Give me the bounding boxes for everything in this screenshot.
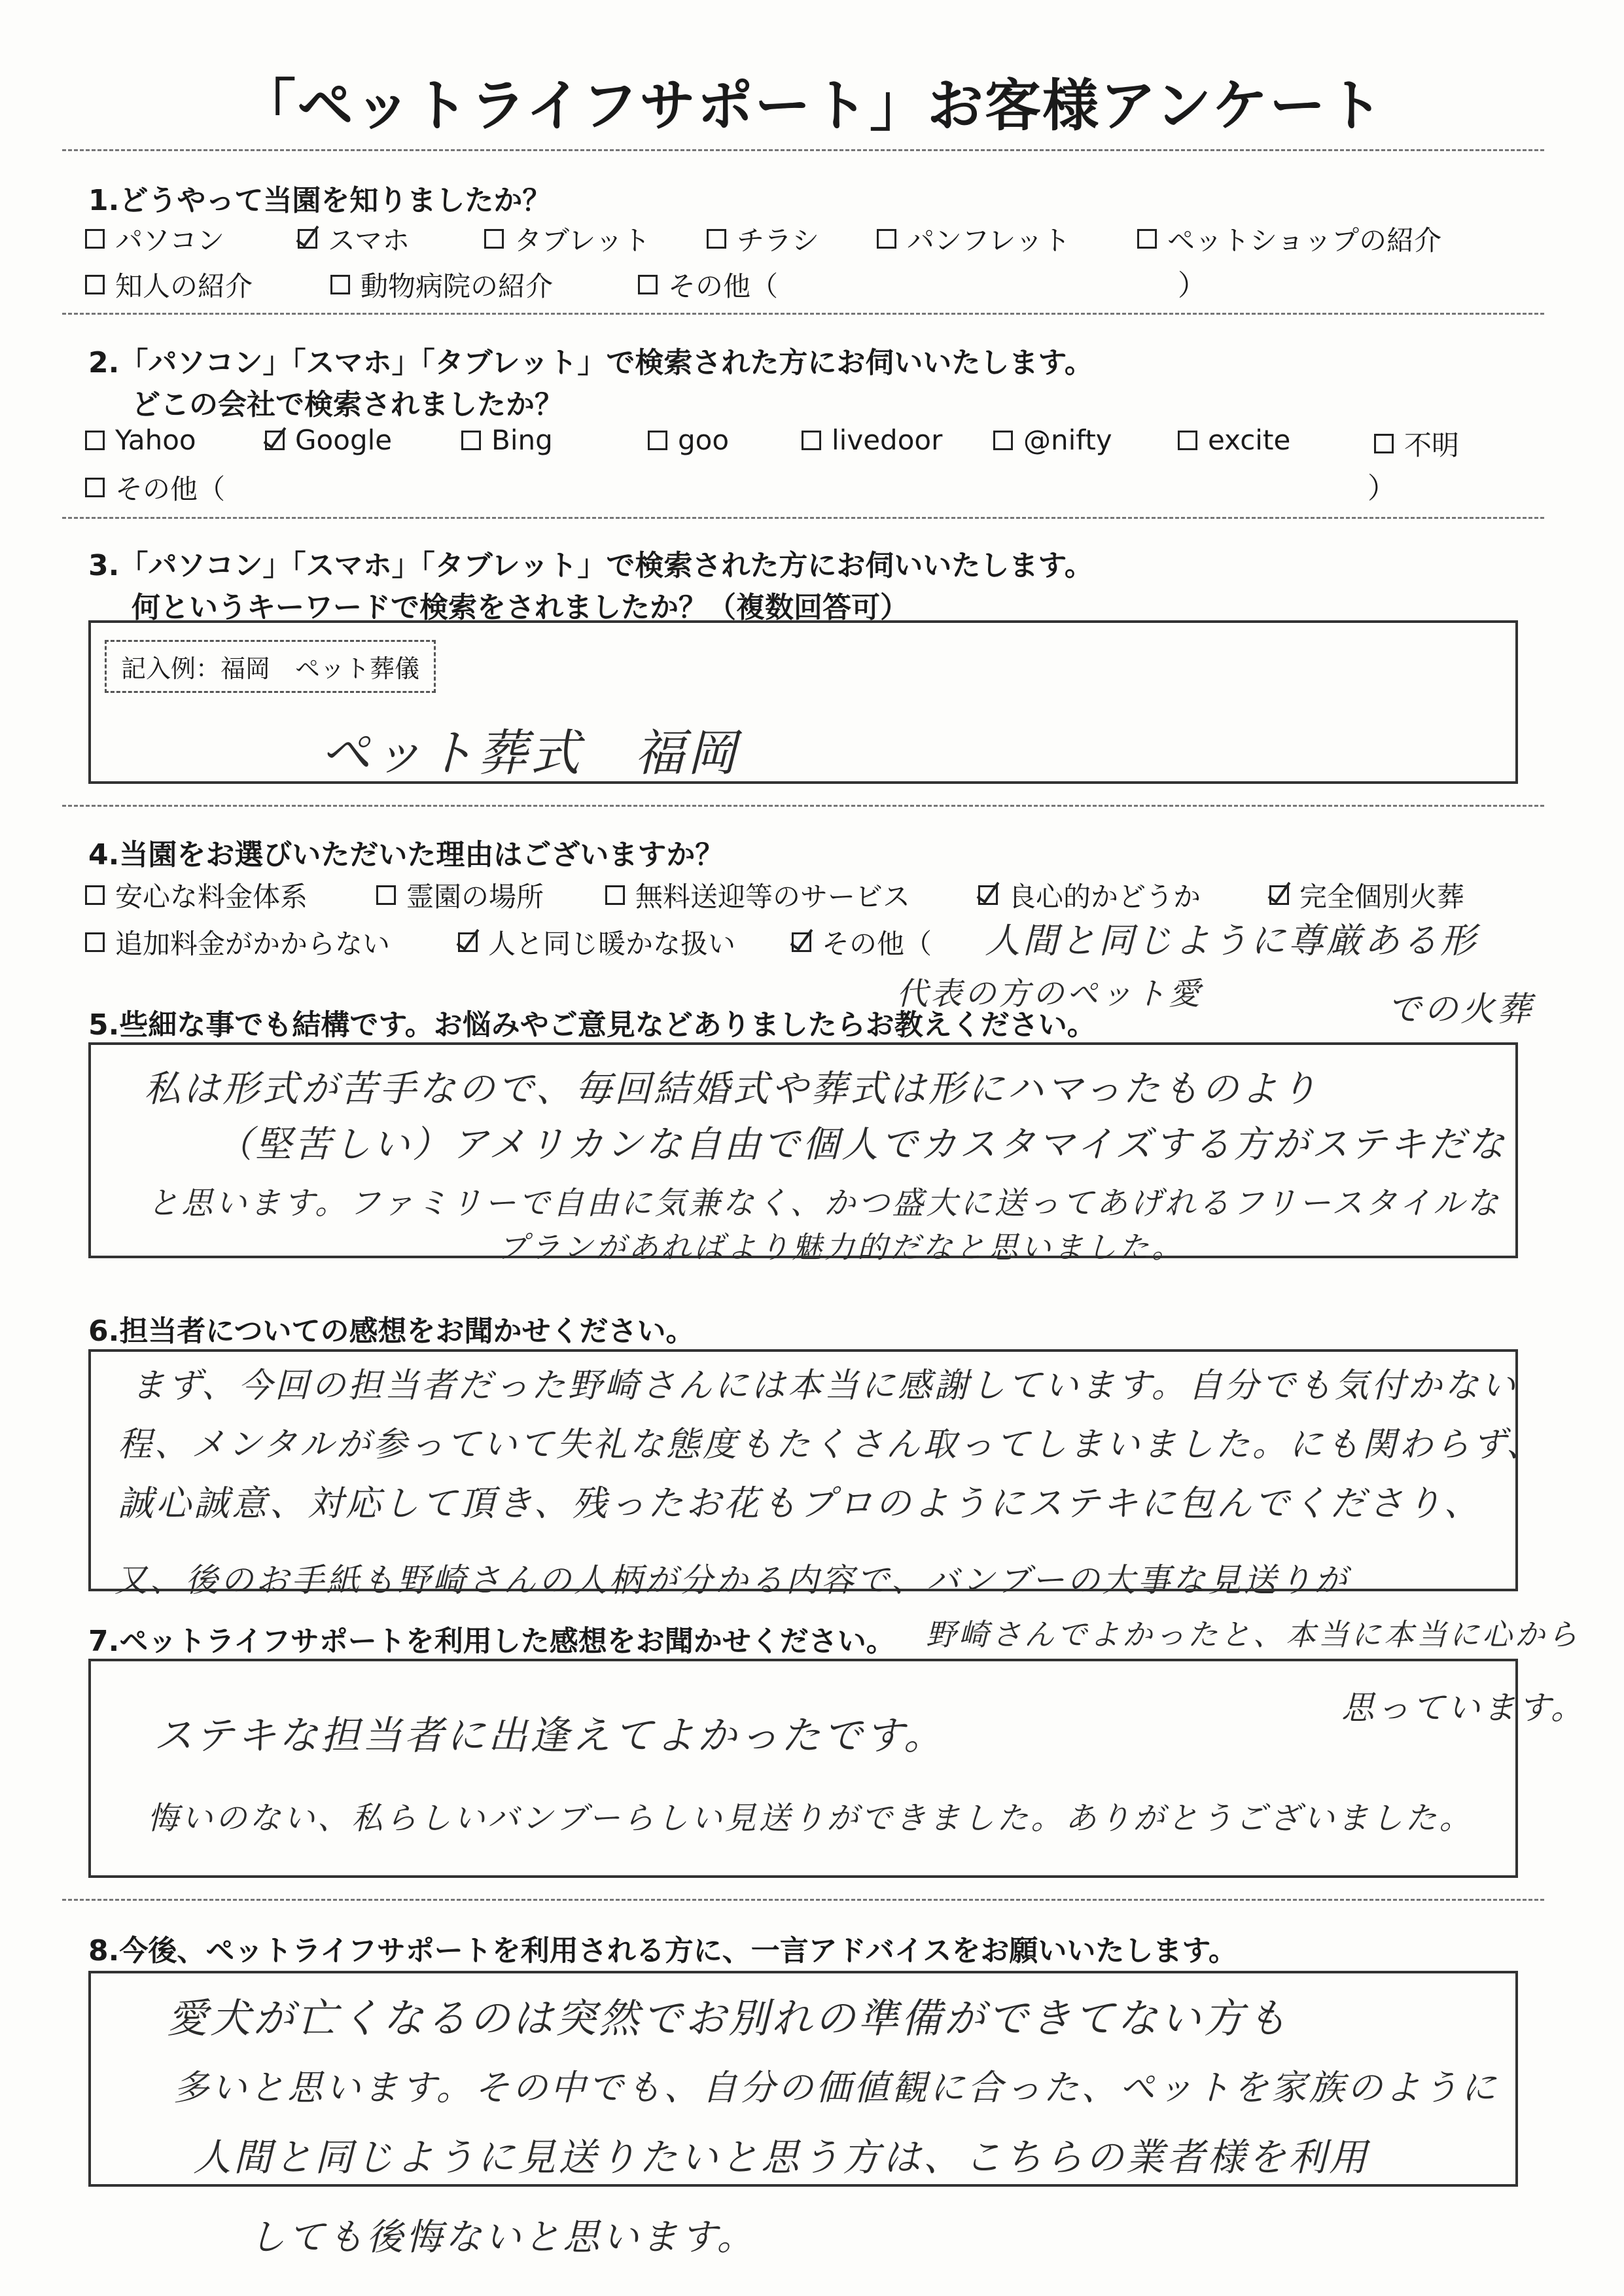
checkbox-icon [877,229,896,249]
q2-close-paren: ） [1368,472,1396,505]
q7-answer-box[interactable] [88,1659,1518,1878]
q1-option-flyer[interactable]: チラシ [707,219,819,258]
q1-option-friend[interactable]: 知人の紹介 [85,265,253,304]
q8-handwritten-line: 愛犬が亡くなるのは突然でお別れの準備ができてない方も [167,1994,1290,2042]
checkbox-icon [605,885,625,905]
q5-handwritten-line: と思います。ファミリーで自由に気兼なく、かつ盛大に送ってあげれるフリースタイルな [147,1185,1501,1222]
q3-handwritten-answer: ペット葬式 福岡 [321,724,739,782]
q6-handwritten-line: まず、今回の担当者だった野崎さんには本当に感謝しています。自分でも気付かない [131,1366,1518,1405]
divider [62,313,1544,315]
q4-other-handwritten-1: 人間と同じように尊厳ある形 [985,920,1478,961]
checkbox-icon [1178,431,1197,450]
q1-option-vet[interactable]: 動物病院の紹介 [330,265,553,304]
q7-handwritten-overflow-1: 野崎さんでよかったと、本当に本当に心から [926,1617,1580,1652]
checkbox-checked-icon [1269,885,1289,905]
divider [62,149,1544,151]
q5-handwritten-line: プランがあればより魅力的だなと思いました。 [497,1229,1184,1265]
q1-option-other[interactable]: その他（ [638,265,778,304]
q4-option-warm-treatment[interactable]: 人と同じ暖かな扱い [458,923,735,962]
q6-handwritten-line: 程、メンタルが参っていて失礼な態度もたくさん取ってしまいました。にも関わらず、 [118,1425,1543,1464]
q1-option-pc[interactable]: パソコン [85,219,224,258]
q5-handwritten-line: 私は形式が苦手なので、毎回結婚式や葬式は形にハマったものより [144,1068,1320,1110]
checkbox-checked-icon [978,885,998,905]
q2-option-nifty[interactable]: @nifty [993,424,1112,456]
q6-handwritten-line: 又、後のお手紙も野崎さんの人柄が分かる内容で、バンブーの大事な見送りが [115,1561,1350,1599]
divider [62,805,1544,807]
q5-handwritten-line: （堅苦しい）アメリカンな自由で個人でカスタマイズする方がステキだな [216,1123,1508,1166]
checkbox-checked-icon [298,229,317,249]
q2-option-excite[interactable]: excite [1178,424,1290,456]
checkbox-icon [85,478,105,497]
q4-option-individual-cremation[interactable]: 完全個別火葬 [1269,875,1464,915]
q7-handwritten-overflow-2: 思っています。 [1341,1689,1586,1727]
q8-handwritten-line: 人間と同じように見送りたいと思う方は、こちらの業者様を利用 [193,2135,1370,2180]
q2-option-bing[interactable]: Bing [461,424,553,456]
checkbox-icon [802,431,821,450]
q4-question: 4.当園をお選びいただいた理由はございますか？ [88,838,724,872]
q2-option-google[interactable]: Google [265,424,392,456]
q1-question: 1.どうやって当園を知りましたか？ [88,184,552,217]
checkbox-icon [638,275,658,294]
checkbox-icon [85,932,105,952]
checkbox-icon [1374,434,1394,453]
checkbox-icon [1137,229,1157,249]
q2-option-other[interactable]: その他（ [85,468,225,507]
q4-option-no-extra-fee[interactable]: 追加料金がかからない [85,923,390,962]
q4-option-conscientious[interactable]: 良心的かどうか [978,875,1201,915]
q1-option-smartphone[interactable]: スマホ [298,219,410,258]
q7-handwritten-line: 悔いのない、私らしいバンブーらしい見送りができました。ありがとうございました。 [147,1800,1474,1837]
q1-option-petshop[interactable]: ペットショップの紹介 [1137,219,1441,258]
q8-handwritten-line: 多いと思います。その中でも、自分の価値観に合った、ペットを家族のように [173,2067,1499,2108]
checkbox-icon [484,229,504,249]
q8-question: 8.今後、ペットライフサポートを利用される方に、一言アドバイスをお願いいたします。 [88,1934,1237,1968]
checkbox-checked-icon [265,431,285,450]
divider [62,517,1544,519]
q1-option-pamphlet[interactable]: パンフレット [877,219,1070,258]
q2-option-goo[interactable]: goo [648,424,729,456]
q4-other-handwritten-3: での火葬 [1387,990,1534,1029]
q7-question: 7.ペットライフサポートを利用した感想をお聞かせください。 [88,1625,895,1658]
checkbox-icon [85,885,105,905]
checkbox-icon [461,431,481,450]
checkbox-checked-icon [458,932,478,952]
q8-handwritten-line: しても後悔ないと思います。 [249,2216,756,2259]
checkbox-icon [85,431,105,450]
q2-option-unknown[interactable]: 不明 [1374,424,1459,463]
q5-question: 5.些細な事でも結構です。お悩みやご意見などありましたらお教えください。 [88,1008,1096,1042]
page-title: 「ペットライフサポート」お客様アンケート [239,73,1385,139]
q2-option-livedoor[interactable]: livedoor [802,424,942,456]
q3-example-label: 記入例：福岡 ペット葬儀 [105,640,436,693]
q2-option-yahoo[interactable]: Yahoo [85,424,196,456]
q7-handwritten-line: ステキな担当者に出逢えてよかったです。 [154,1713,945,1759]
q6-handwritten-line: 誠心誠意、対応して頂き、残ったお花もプロのようにステキに包んでくださり、 [118,1483,1482,1524]
checkbox-icon [330,275,350,294]
checkbox-icon [707,229,726,249]
q1-option-tablet[interactable]: タブレット [484,219,650,258]
q4-other-handwritten-2: 代表の方のペット愛 [896,976,1203,1012]
divider [62,1899,1544,1901]
q2-question: 2.「パソコン」「スマホ」「タブレット」で検索された方にお伺いいたします。 どこの会社で検索されましたか？ [88,346,1093,421]
checkbox-checked-icon [792,932,811,952]
checkbox-icon [85,275,105,294]
q1-close-paren: ） [1178,269,1207,302]
q4-option-location[interactable]: 霊園の場所 [376,875,544,915]
checkbox-icon [376,885,396,905]
q3-question: 3.「パソコン」「スマホ」「タブレット」で検索された方にお伺いいたします。 何というキーワードで検索をされましたか？（複数回答可） [88,549,1093,624]
q6-question: 6.担当者についての感想をお聞かせください。 [88,1315,695,1348]
checkbox-icon [993,431,1013,450]
checkbox-icon [85,229,105,249]
checkbox-icon [648,431,667,450]
q4-option-other[interactable]: その他（ [792,923,932,962]
q4-option-free-pickup[interactable]: 無料送迎等のサービス [605,875,910,915]
q4-option-price[interactable]: 安心な料金体系 [85,875,308,915]
